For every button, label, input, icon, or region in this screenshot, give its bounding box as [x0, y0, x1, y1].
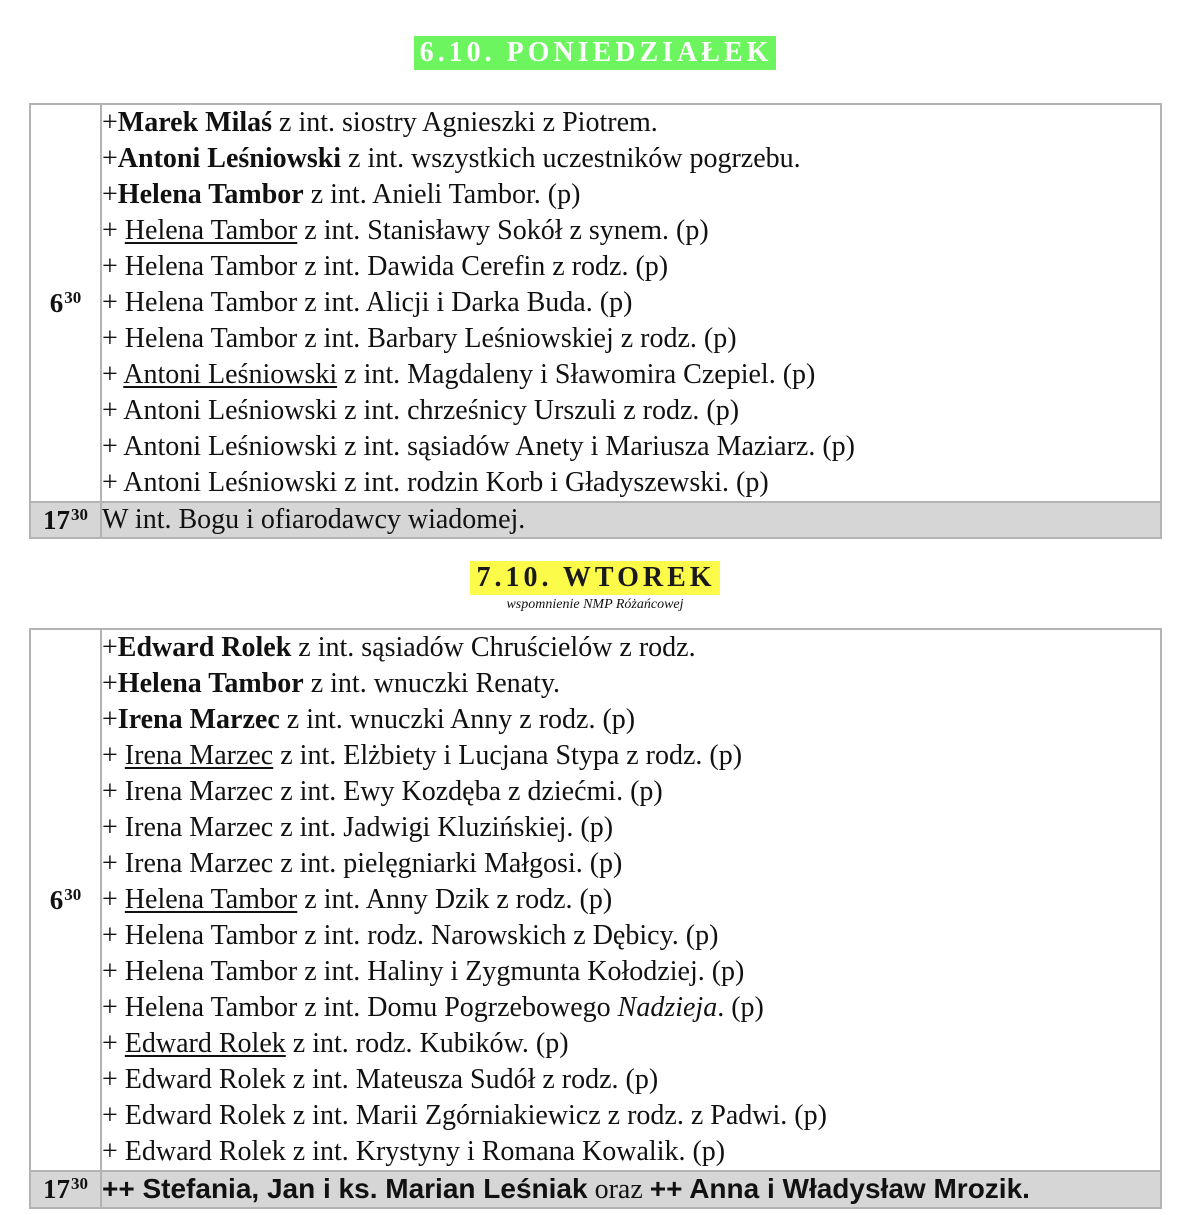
intention-text: z int. Elżbiety i Lucjana Stypa z rodz. (p) [273, 740, 743, 771]
deceased-name-underlined: Irena Marzec [124, 740, 274, 771]
intention-text: + Antoni Leśniowski z int. chrześnicy Urszuli z rodz. (p) [102, 395, 740, 426]
intention-text: z int. Magdaleny i Sławomira Czepiel. (p) [337, 359, 816, 390]
intention-text: + [102, 143, 118, 174]
evening-intention [101, 502, 1161, 538]
mass-intention [102, 141, 1160, 177]
intention-text: + Helena Tambor z int. Barbary Leśniowskiej z rodz. (p) [102, 323, 737, 354]
intention-text: z int. Anny Dzik z rodz. (p) [297, 884, 613, 915]
feast-subtitle: wspomnienie NMP Różańcowej [506, 597, 684, 612]
intention-text: W int. Bogu i ofiarodawcy wiadomej. [102, 504, 526, 535]
mass-intention [102, 285, 1160, 321]
mass-schedule-monday [29, 103, 1162, 539]
mass-intention [102, 393, 1160, 429]
intention-text: + Irena Marzec z int. Ewy Kozdęba z dziećmi. (p) [102, 776, 663, 807]
morning-mass-row [30, 629, 1161, 1171]
deceased-name: Helena Tambor [117, 668, 304, 699]
day-title-tuesday [0, 561, 1190, 595]
intention-text: + [102, 107, 118, 138]
intention-emphasis: Nadzieja [617, 992, 718, 1023]
mass-intention [102, 1134, 1160, 1170]
mass-time [30, 629, 101, 1171]
intention-text: z int. wnuczki Renaty. [303, 668, 561, 699]
mass-intention [102, 990, 1160, 1026]
intentions-list [101, 104, 1161, 502]
time-minute: 30 [71, 1174, 88, 1193]
mass-intention [102, 429, 1160, 465]
time-hour: 17 [43, 504, 70, 535]
intention-text: + Irena Marzec z int. Jadwigi Kluzińskiej. (p) [102, 812, 614, 843]
mass-intention [102, 105, 1160, 141]
intention-text: + Edward Rolek z int. Krystyny i Romana Kowalik. (p) [102, 1136, 726, 1167]
mass-intention [102, 954, 1160, 990]
time-minute: 30 [64, 287, 82, 307]
intention-text: + [102, 704, 118, 735]
mass-intention [102, 630, 1160, 666]
mass-intention [102, 321, 1160, 357]
evening-mass-row [30, 1171, 1161, 1208]
intention-text: + Helena Tambor z int. Haliny i Zygmunta Kołodziej. (p) [102, 956, 745, 987]
mass-intention [102, 357, 1160, 393]
mass-intention [102, 177, 1160, 213]
deceased-name: Irena Marzec [117, 704, 280, 735]
intention-text: z int. sąsiadów Chruścielów z rodz. [291, 632, 696, 663]
intention-text: + Antoni Leśniowski z int. sąsiadów Anety i Mariusza Maziarz. (p) [102, 431, 855, 462]
mass-intention [102, 249, 1160, 285]
morning-mass-row [30, 104, 1161, 502]
intention-text: + [102, 359, 124, 390]
intention-text: + Helena Tambor z int. rodz. Narowskich z Dębicy. (p) [102, 920, 719, 951]
mass-intention [102, 666, 1160, 702]
intention-text: . (p) [717, 992, 764, 1023]
deceased-name-underlined: Helena Tambor [124, 215, 298, 246]
day-title-monday [0, 36, 1190, 70]
intention-text: + [102, 668, 118, 699]
intention-text: + [102, 215, 125, 246]
intention-text: z int. rodz. Kubików. (p) [285, 1028, 569, 1059]
mass-time [30, 104, 101, 502]
mass-intention [102, 738, 1160, 774]
day-title-text: 7.10. WTOREK [470, 561, 719, 595]
intention-text: oraz [587, 1174, 650, 1205]
time-minute: 30 [71, 504, 88, 524]
deceased-name: Marek Milaś [117, 107, 273, 138]
mass-schedule-tuesday [29, 628, 1162, 1209]
deceased-name-underlined: Antoni Leśniowski [123, 359, 338, 390]
mass-intention [102, 1098, 1160, 1134]
mass-intention [102, 702, 1160, 738]
mass-intention [102, 774, 1160, 810]
time-hour: 6 [49, 884, 64, 915]
deceased-name-underlined: Edward Rolek [124, 1028, 286, 1059]
time-hour: 17 [43, 1174, 70, 1204]
intention-text: + [102, 740, 125, 771]
intention-text: + Antoni Leśniowski z int. rodzin Korb i Gładyszewski. (p) [102, 467, 769, 498]
deceased-name: ++ Stefania, Jan i ks. Marian Leśniak [102, 1173, 588, 1204]
intention-text: + Irena Marzec z int. pielęgniarki Małgosi. (p) [102, 848, 623, 879]
intention-text: + [102, 884, 125, 915]
time-minute: 30 [64, 884, 82, 904]
deceased-name: ++ Anna i Władysław Mrozik. [649, 1173, 1030, 1204]
mass-intention [102, 1062, 1160, 1098]
mass-intention [102, 918, 1160, 954]
mass-intention [102, 465, 1160, 501]
time-hour: 6 [49, 287, 64, 318]
intention-text: z int. wszystkich uczestników pogrzebu. [341, 143, 801, 174]
mass-time [30, 1171, 101, 1208]
intention-text: + Helena Tambor z int. Dawida Cerefin z rodz. (p) [102, 251, 669, 282]
deceased-name-underlined: Helena Tambor [124, 884, 298, 915]
mass-intention [102, 213, 1160, 249]
intention-text: + [102, 632, 118, 663]
mass-intention [102, 1026, 1160, 1062]
intention-text: + Edward Rolek z int. Marii Zgórniakiewicz z rodz. z Padwi. (p) [102, 1100, 827, 1131]
intention-text: + [102, 1028, 125, 1059]
deceased-name: Helena Tambor [117, 179, 304, 210]
intention-text: + [102, 179, 118, 210]
evening-intention [101, 1171, 1161, 1208]
intention-text: + Helena Tambor z int. Alicji i Darka Buda. (p) [102, 287, 633, 318]
mass-intention [102, 1172, 1160, 1207]
intention-text: + Edward Rolek z int. Mateusza Sudół z rodz. (p) [102, 1064, 659, 1095]
intention-text: z int. siostry Agnieszki z Piotrem. [272, 107, 658, 138]
intention-text: z int. Stanisławy Sokół z synem. (p) [297, 215, 709, 246]
day-title-text: 6.10. PONIEDZIAŁEK [414, 36, 777, 70]
intentions-list [101, 629, 1161, 1171]
mass-intention [102, 882, 1160, 918]
intention-text: z int. wnuczki Anny z rodz. (p) [279, 704, 636, 735]
evening-mass-row [30, 502, 1161, 538]
deceased-name: Antoni Leśniowski [117, 143, 342, 174]
intention-text: z int. Anieli Tambor. (p) [303, 179, 581, 210]
intention-text: + Helena Tambor z int. Domu Pogrzebowego [102, 992, 618, 1023]
mass-intention [102, 503, 1160, 537]
mass-intention [102, 846, 1160, 882]
mass-intention [102, 810, 1160, 846]
deceased-name: Edward Rolek [117, 632, 292, 663]
mass-time [30, 502, 101, 538]
